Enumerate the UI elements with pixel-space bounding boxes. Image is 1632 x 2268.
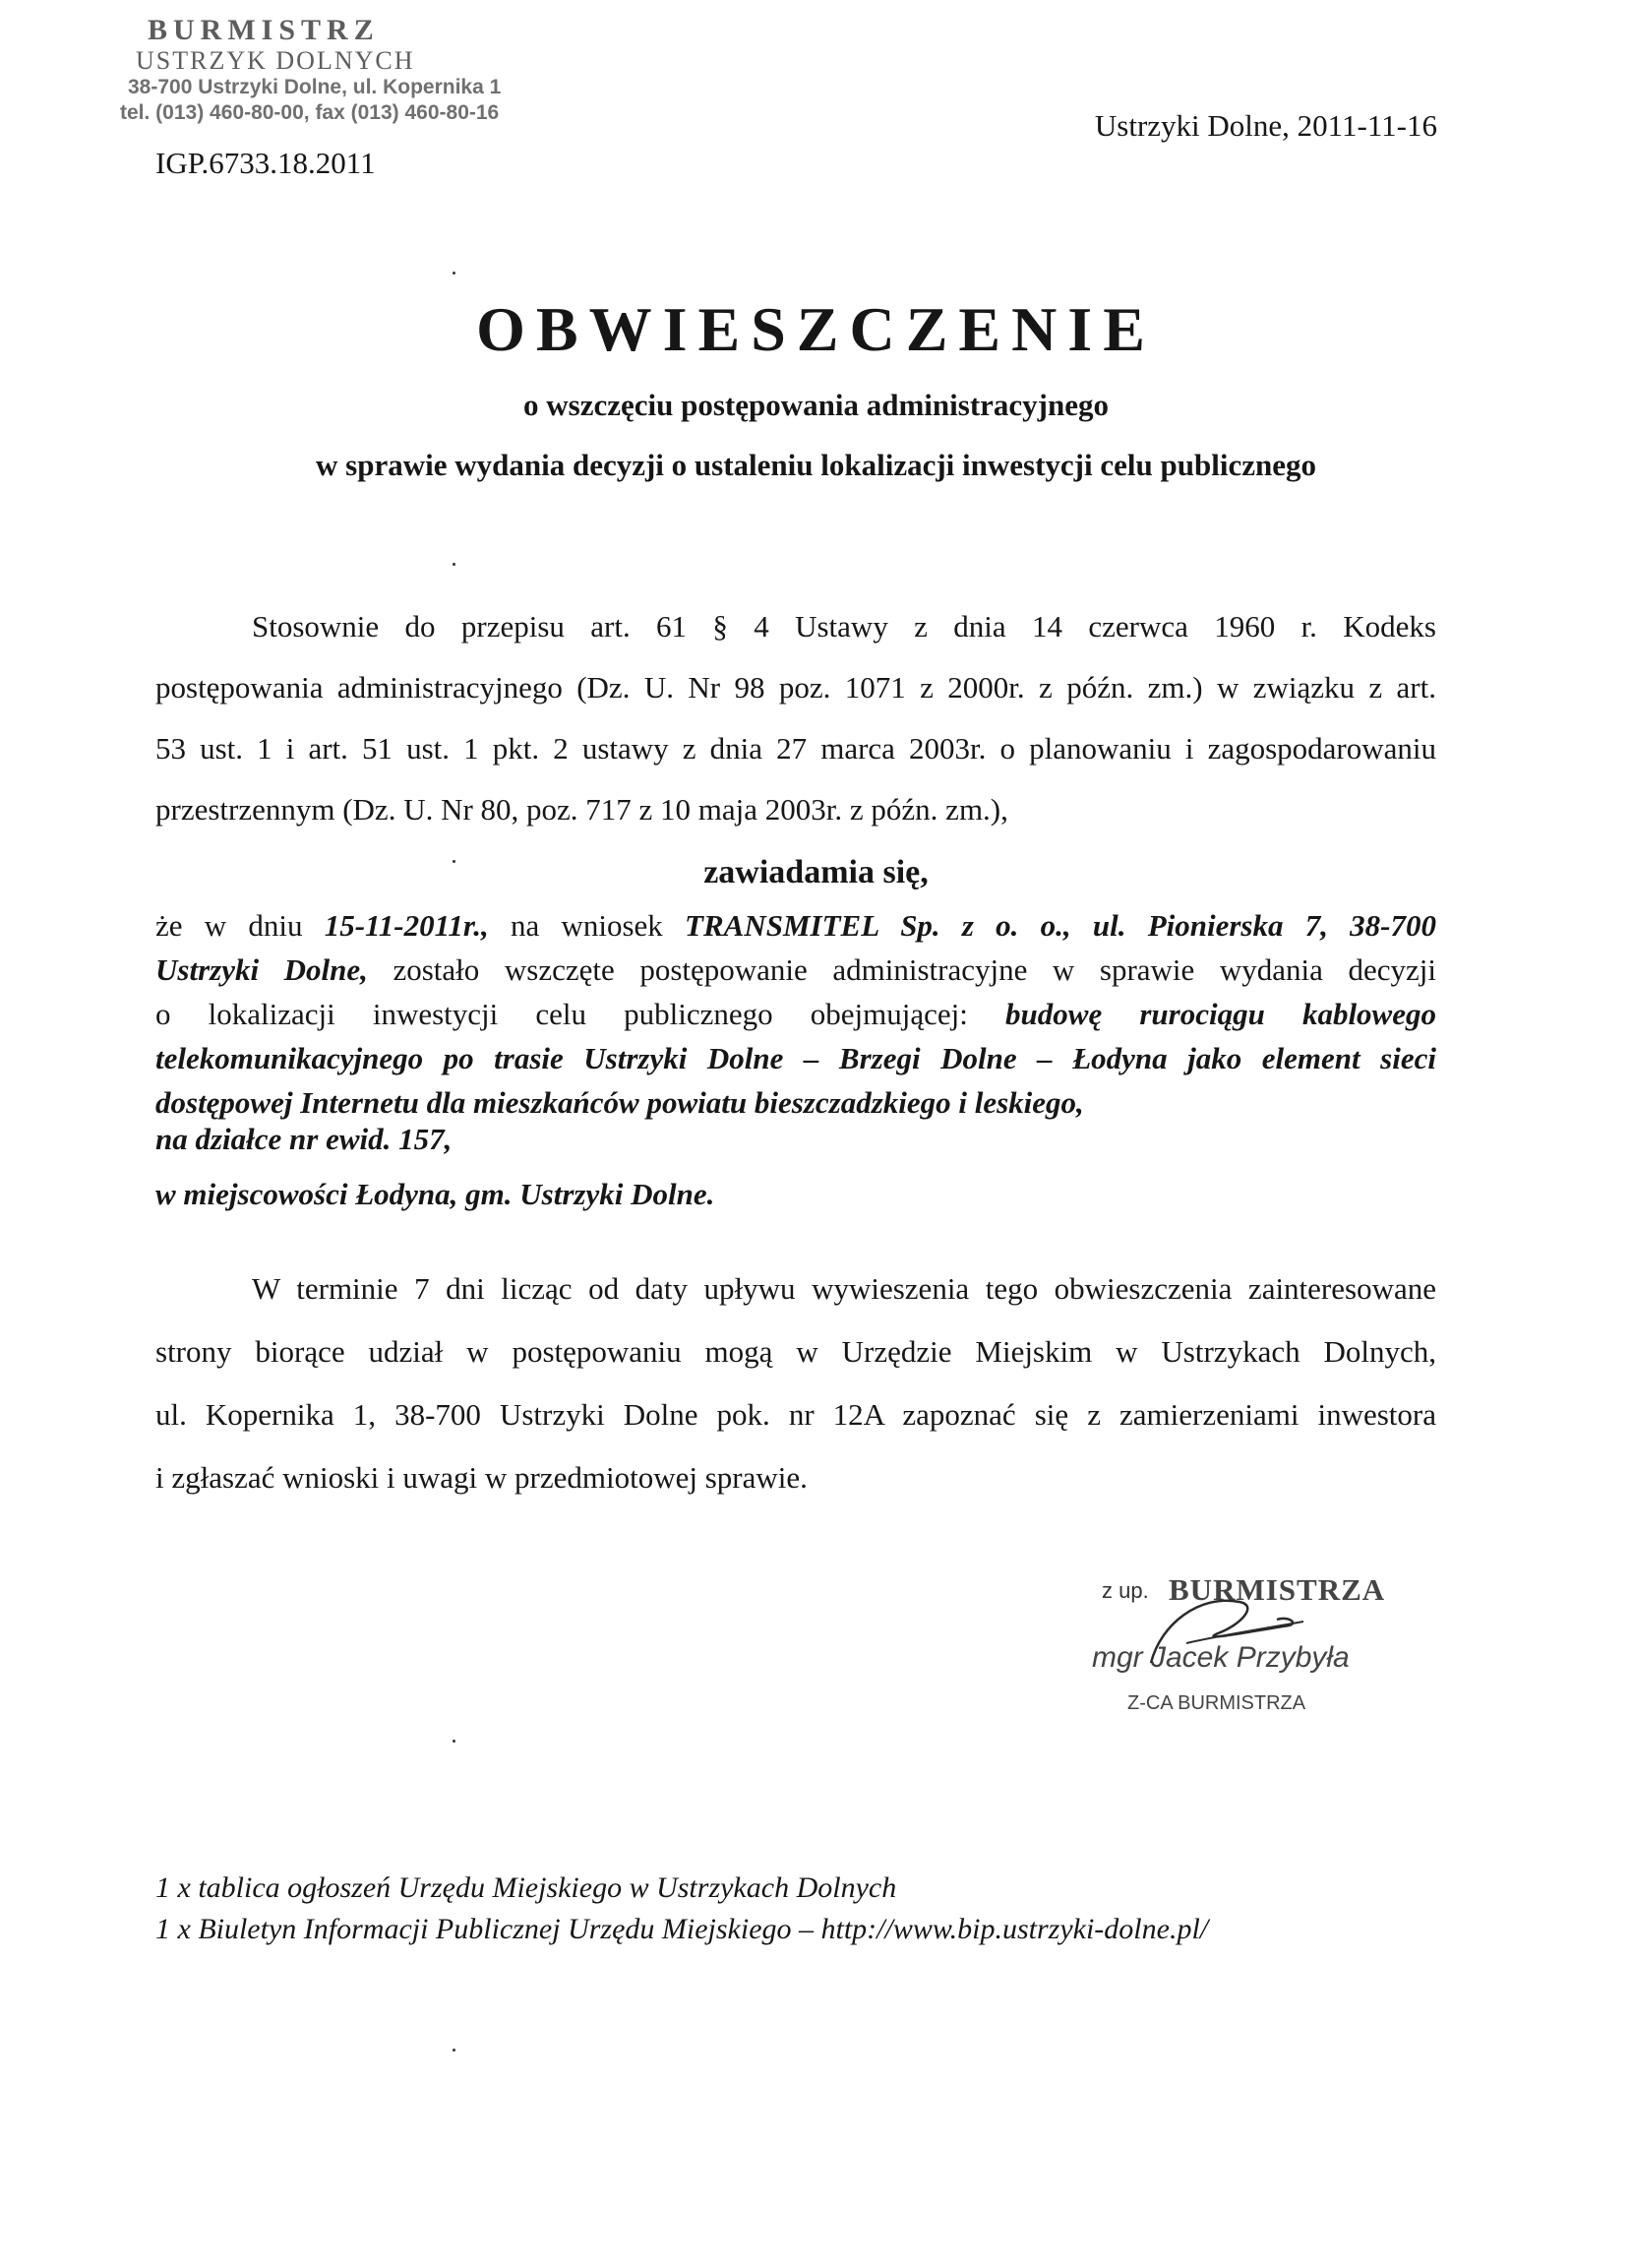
signature-prefix: z up. xyxy=(1102,1578,1149,1603)
investment-description: dostępowej Internetu dla mieszkańców powiatu bieszczadzkiego i leskiego, xyxy=(155,1085,1084,1120)
paragraph-line: przestrzennym (Dz. U. Nr 80, poz. 717 z 10 maja 2003r. z późn. zm.), xyxy=(155,792,1008,827)
subtitle-line: w sprawie wydania decyzji o ustaleniu lokalizacji inwestycji celu publicznego xyxy=(316,448,1316,482)
place-date: Ustrzyki Dolne, 2011-11-16 xyxy=(1094,108,1437,143)
legal-basis-paragraph xyxy=(155,596,1436,840)
document-title: OBWIESZCZENIE xyxy=(476,294,1156,364)
stamp-address: 38-700 Ustrzyki Dolne, ul. Kopernika 1 xyxy=(128,76,502,98)
applicant-town: Ustrzyki Dolne, xyxy=(155,952,368,987)
distribution-item: 1 x Biuletyn Informacji Publicznej Urzędu Miejskiego – http://www.bip.ustrzyki-dolne.pl/ xyxy=(155,1913,1209,1945)
paragraph-line: strony biorące udział w postępowaniu mogą w Urzędzie Miejskim w Ustrzykach Dolnych, xyxy=(155,1334,1436,1369)
stamp-office: BURMISTRZ xyxy=(148,14,380,46)
handwritten-signature-icon xyxy=(1092,1564,1417,1732)
paragraph-line: postępowania administracyjnego (Dz. U. Nr 98 poz. 1071 z 2000r. z późn. zm.) w związku z art. xyxy=(155,670,1436,705)
body-line xyxy=(155,903,1436,948)
body-text: że w dniu xyxy=(155,908,325,943)
investment-description: telekomunikacyjnego po trasie Ustrzyki Dolne – Brzegi Dolne – Łodyna jako element sieci xyxy=(155,1041,1436,1075)
paragraph-line: i zgłaszać wnioski i uwagi w przedmiotowej sprawie. xyxy=(155,1460,808,1495)
location: w miejscowości Łodyna, gm. Ustrzyki Dolne. xyxy=(155,1177,715,1211)
scan-speck xyxy=(453,860,455,863)
signatory-name: mgr Jacek Przybyła xyxy=(1092,1641,1350,1674)
notice-body xyxy=(155,903,1436,1125)
paragraph-line: Stosownie do przepisu art. 61 § 4 Ustawy z dnia 14 czerwca 1960 r. Kodeks xyxy=(252,609,1436,644)
scan-speck xyxy=(453,272,455,275)
subtitle-line: o wszczęciu postępowania administracyjnego xyxy=(523,388,1109,422)
stamp-town: USTRZYK DOLNYCH xyxy=(136,46,415,75)
body-text: zostało wszczęte postępowanie administracyjne w sprawie wydania decyzji xyxy=(367,952,1436,987)
signature-stamp xyxy=(1092,1564,1417,1732)
body-text: o lokalizacji inwestycji celu publicznego obejmującej: xyxy=(155,997,1006,1031)
stamp-phone: tel. (013) 460-80-00, fax (013) 460-80-16 xyxy=(120,101,500,124)
deadline-paragraph xyxy=(155,1257,1436,1509)
distribution-item: 1 x tablica ogłoszeń Urzędu Miejskiego w Ustrzykach Dolnych xyxy=(155,1871,897,1904)
body-line xyxy=(155,992,1436,1036)
scan-speck xyxy=(453,563,455,566)
signature-office: BURMISTRZA xyxy=(1169,1572,1386,1607)
scan-speck xyxy=(453,1740,455,1743)
paragraph-line: 53 ust. 1 i art. 51 ust. 1 pkt. 2 ustawy z dnia 27 marca 2003r. o planowaniu i zagospodarowaniu xyxy=(155,731,1436,766)
body-text: na wniosek xyxy=(488,908,686,943)
applicant: TRANSMITEL Sp. z o. o., ul. Pionierska 7, 38-700 xyxy=(685,908,1436,943)
paragraph-line: ul. Kopernika 1, 38-700 Ustrzyki Dolne pok. nr 12A zapoznać się z zamierzeniami inwestora xyxy=(155,1397,1436,1432)
letterhead-stamp xyxy=(120,14,502,126)
body-line xyxy=(155,948,1436,992)
reference-number: IGP.6733.18.2011 xyxy=(155,146,376,180)
scan-speck xyxy=(453,2049,455,2052)
parcel-number: na działce nr ewid. 157, xyxy=(155,1122,453,1156)
investment-description: budowę rurociągu kablowego xyxy=(1005,997,1436,1031)
notification-heading: zawiadamia się, xyxy=(703,854,929,890)
request-date: 15-11-2011r., xyxy=(324,908,489,943)
paragraph-line: W terminie 7 dni licząc od daty upływu wywieszenia tego obwieszczenia zainteresowane xyxy=(252,1271,1436,1306)
signatory-role: Z-CA BURMISTRZA xyxy=(1127,1692,1306,1714)
